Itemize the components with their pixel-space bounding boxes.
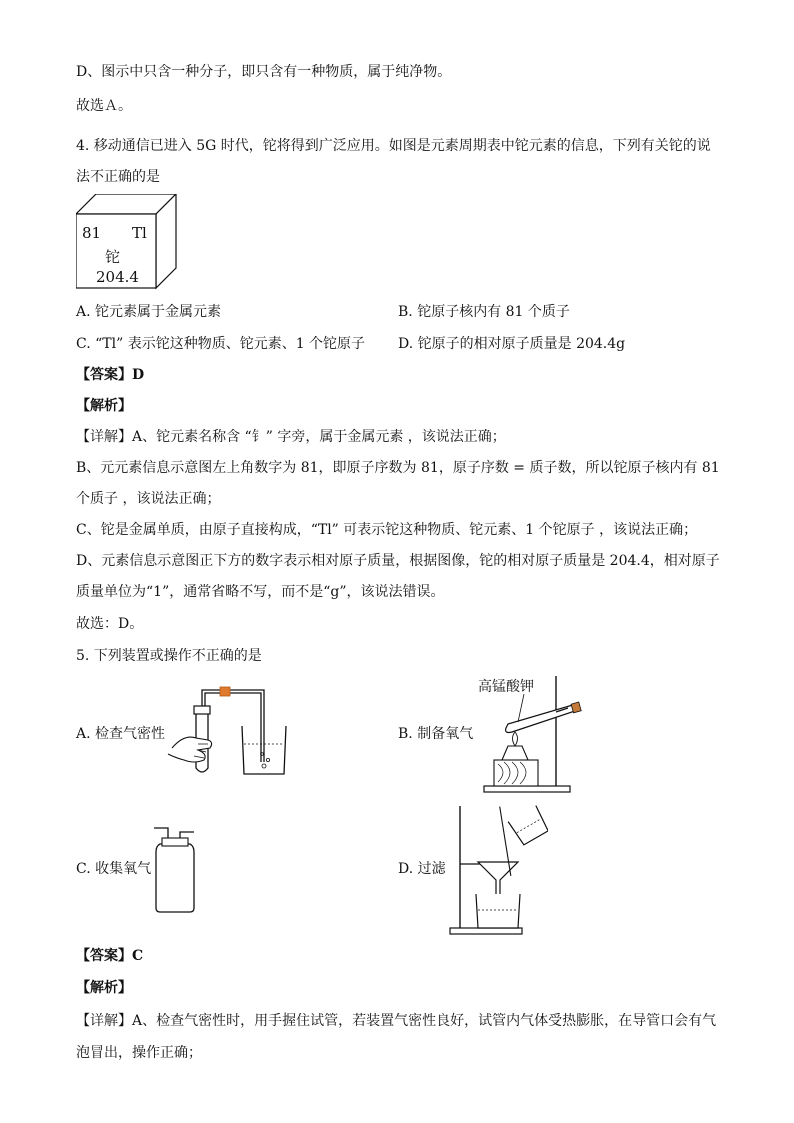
answer-label: 【答案】D — [76, 367, 145, 383]
option-a: A. 铊元素属于金属元素 — [76, 304, 222, 320]
option-c: C. “Tl” 表示铊这种物质、铊元素、1 个铊原子 — [76, 336, 366, 352]
oxygen-preparation-illustration — [472, 672, 592, 794]
analysis-label: 【解析】 — [76, 398, 132, 414]
question-4-stem: 4. 移动通信已进入 5G 时代，铊将得到广泛应用。如图是元素周期表中铊元素的信息，下列有关铊的说 — [76, 138, 711, 154]
gas-collection-bottle-illustration — [150, 822, 200, 914]
text-line: D、元素信息示意图正下方的数字表示相对原子质量，根据图像，铊的相对原子质量是 204.4，相对原子 — [76, 553, 720, 569]
option-b: B. 制备氧气 — [398, 726, 474, 742]
reagent-label: 高锰酸钾 — [478, 679, 534, 695]
element-tile — [76, 194, 180, 290]
text-line: B、元元素信息示意图左上角数字为 81，即原子序数为 81，原子序数 = 质子数，所以铊原子核内有 81 — [76, 460, 720, 476]
atomic-mass: 204.4 — [96, 268, 139, 286]
option-c: C. 收集氧气 — [76, 861, 152, 877]
element-symbol: Tl — [132, 224, 147, 242]
option-b: B. 铊原子核内有 81 个质子 — [398, 304, 570, 320]
text-line: 故选Ａ。 — [76, 98, 132, 114]
text-line: 【详解】A、铊元素名称含 “钅” 字旁，属于金属元素 ，该说法正确； — [76, 429, 506, 445]
element-name: 铊 — [105, 248, 121, 266]
text-line: 质量单位为“1”，通常省略不写，而不是“g”，该说法错误。 — [76, 584, 445, 600]
airtightness-check-illustration — [164, 684, 304, 784]
question-4-stem-cont: 法不正确的是 — [76, 169, 160, 185]
option-a: A. 检查气密性 — [76, 726, 166, 742]
text-line: 【详解】A、检查气密性时，用手握住试管，若装置气密性良好，试管内气体受热膨胀，在导管口会有气 — [76, 1013, 717, 1029]
question-5-stem: 5. 下列装置或操作不正确的是 — [76, 648, 262, 664]
option-d: D. 过滤 — [398, 861, 446, 877]
text-line: 故选：D。 — [76, 616, 144, 632]
analysis-label: 【解析】 — [76, 980, 132, 996]
filtration-illustration — [448, 804, 548, 938]
text-line: 泡冒出，操作正确； — [76, 1045, 202, 1061]
option-d: D. 铊原子的相对原子质量是 204.4g — [398, 336, 626, 352]
answer-label: 【答案】C — [76, 948, 144, 964]
atomic-number: 81 — [82, 224, 102, 242]
text-line: C、铊是金属单质，由原子直接构成，“Tl” 可表示铊这种物质、铊元素、1 个铊原子 ，该说法正确； — [76, 522, 698, 538]
text-line: D、图示中只含一种分子，即只含有一种物质，属于纯净物。 — [76, 64, 452, 80]
text-line: 个质子 ，该说法正确； — [76, 491, 221, 507]
